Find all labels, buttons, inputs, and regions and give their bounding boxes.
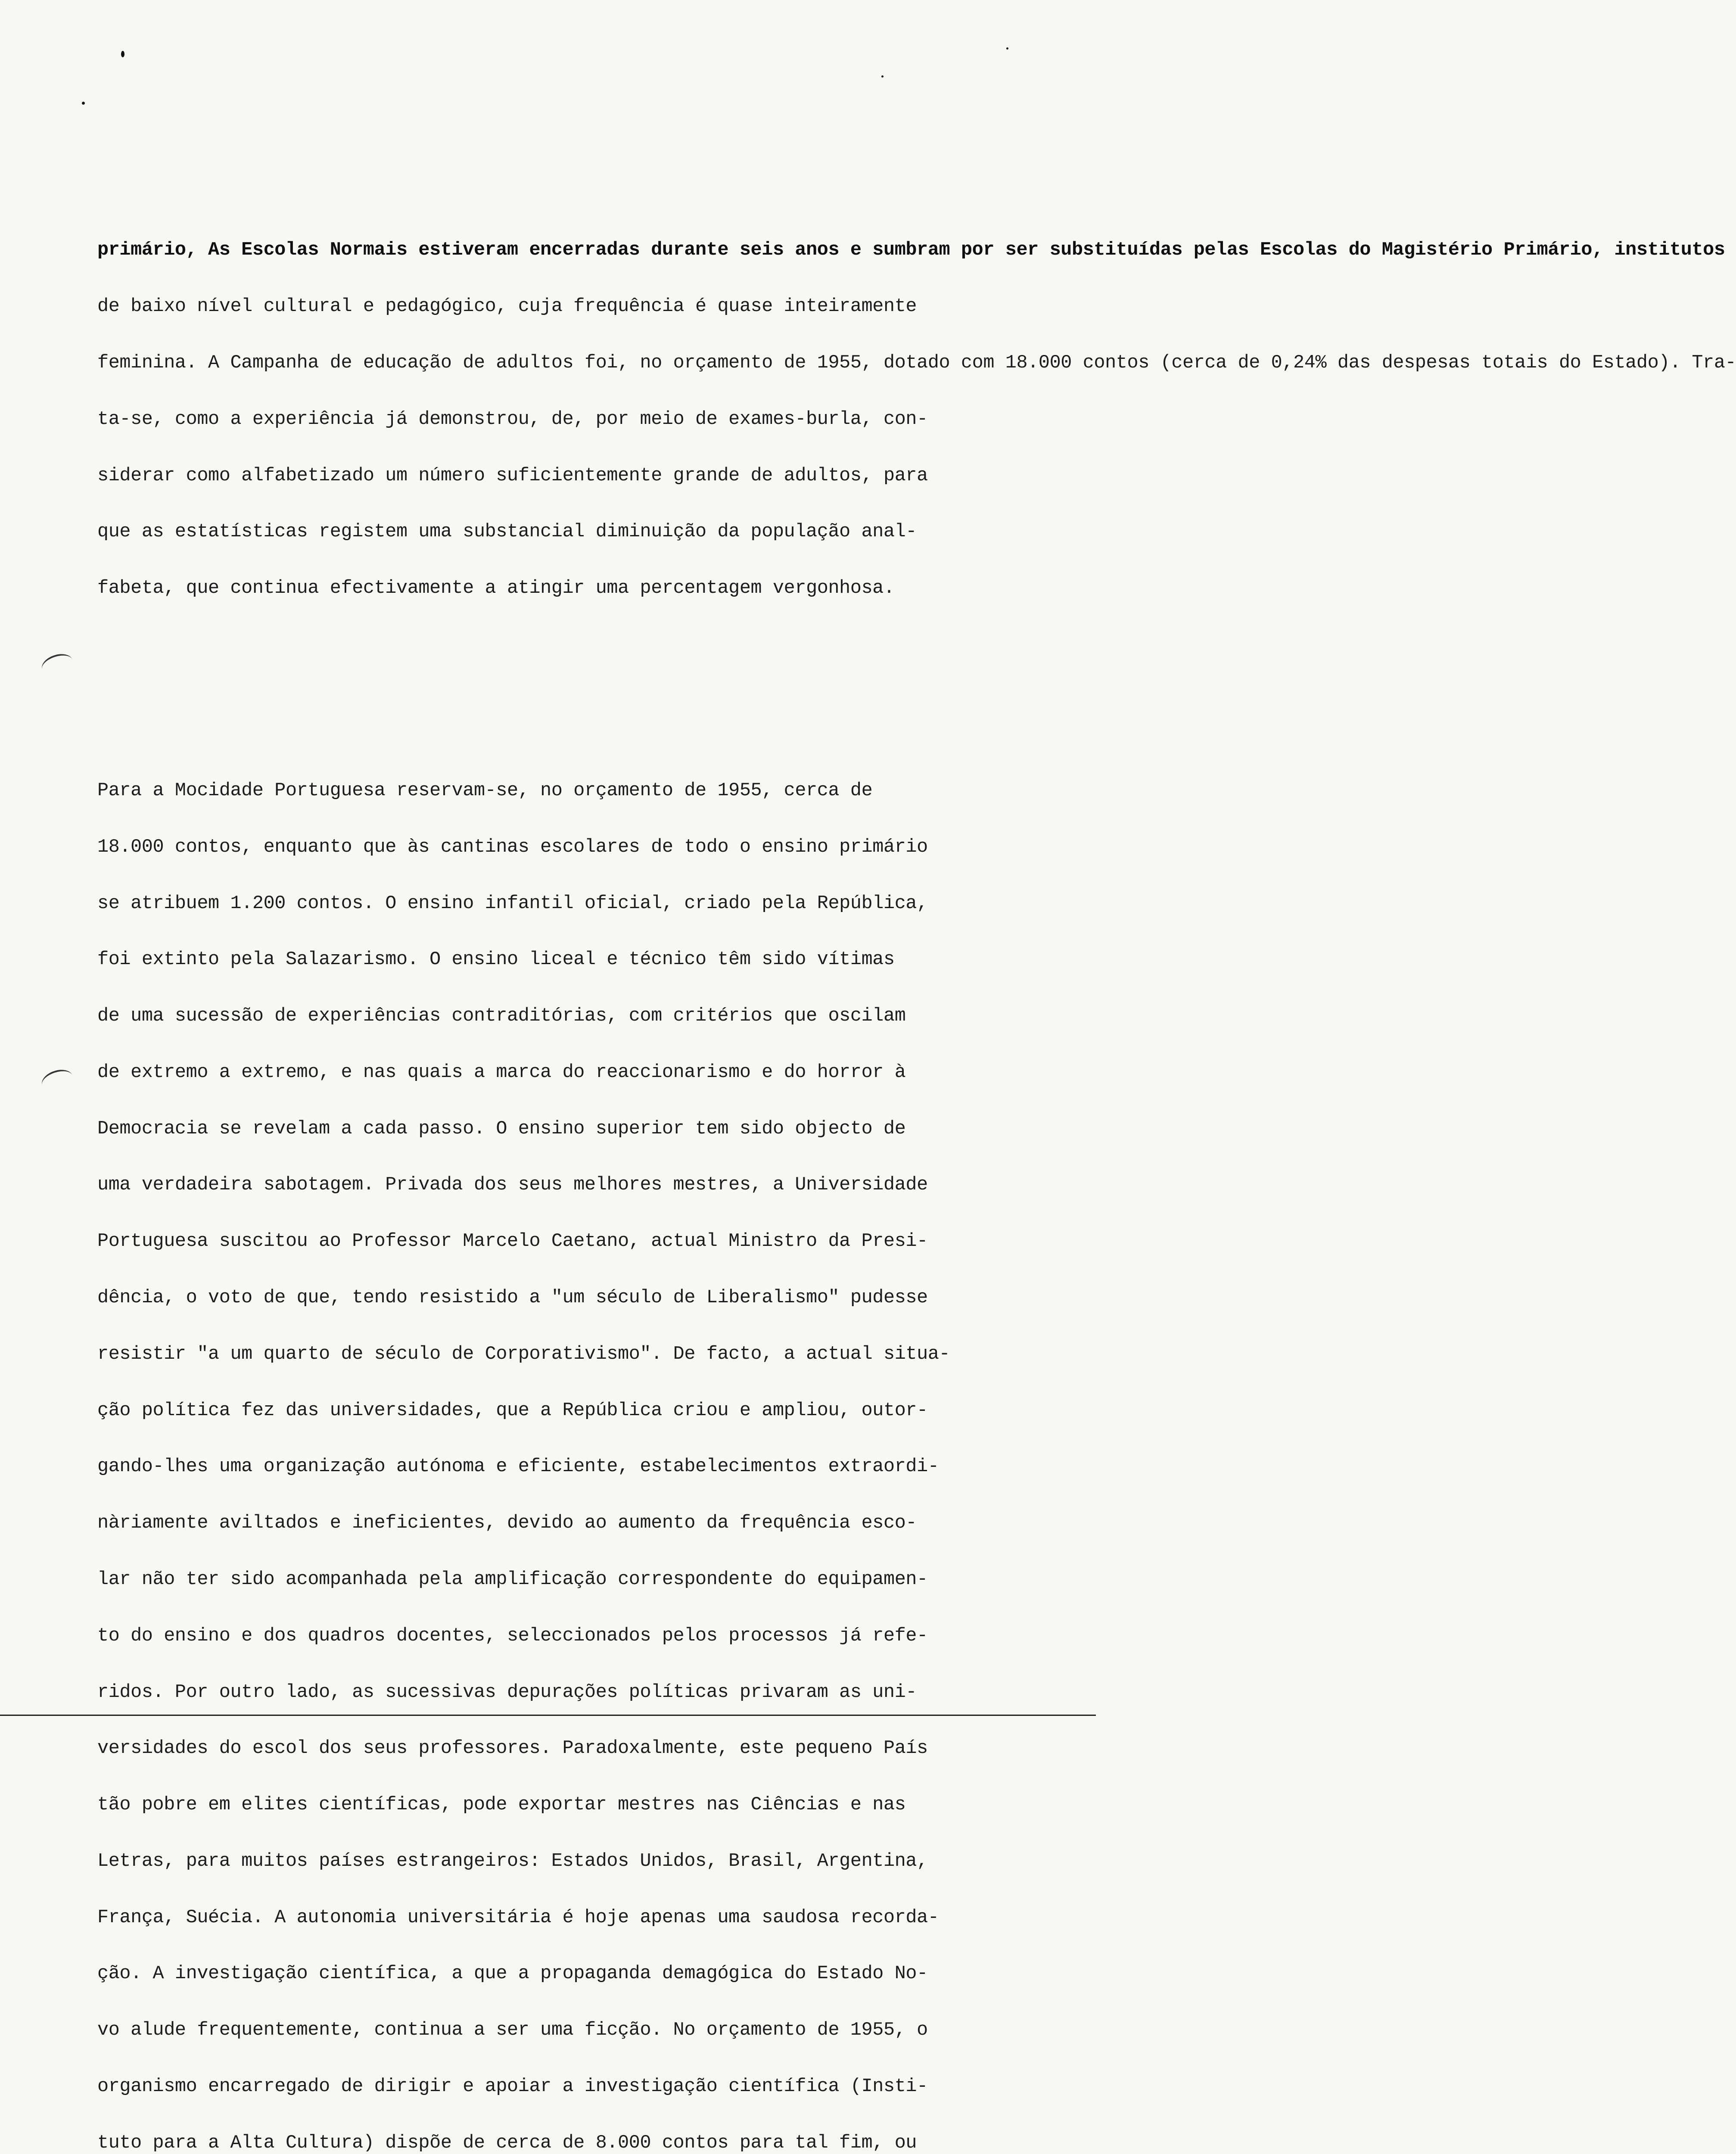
ink-speck <box>82 102 85 105</box>
text-line: Democracia se revelam a cada passo. O ensino superior tem sido objecto de <box>97 1118 906 1139</box>
text-line: resistir "a um quarto de século de Corporativismo". De facto, a actual situa- <box>97 1343 950 1365</box>
ink-speck <box>121 51 124 57</box>
text-line: uma verdadeira sabotagem. Privada dos seus melhores mestres, a Universidade <box>97 1174 928 1196</box>
text-line: tuto para a Alta Cultura) dispõe de cerca de 8.000 contos para tal fim, ou <box>97 2132 917 2154</box>
text-line: vo alude frequentemente, continua a ser uma ficção. No orçamento de 1955, o <box>97 2020 928 2041</box>
text-line: lar não ter sido acompanhada pela amplificação correspondente do equipamen- <box>97 1569 928 1590</box>
paragraph-1 <box>97 203 1736 635</box>
text-line: ridos. Por outro lado, as sucessivas depurações políticas privaram as uni- <box>97 1681 917 1703</box>
typed-text-body <box>97 166 1736 2154</box>
text-line: to do ensino e dos quadros docentes, seleccionados pelos processos já refe- <box>97 1625 928 1647</box>
text-line: França, Suécia. A autonomia universitária é hoje apenas uma saudosa recorda- <box>97 1907 939 1928</box>
text-line: siderar como alfabetizado um número suficientemente grande de adultos, para <box>97 465 928 486</box>
text-line: Para a Mocidade Portuguesa reservam-se, no orçamento de 1955, cerca de <box>97 780 873 801</box>
text-line: que as estatísticas registem uma substancial diminuição da população anal- <box>97 521 917 543</box>
text-line: primário, As Escolas Normais estiveram encerradas durante seis anos e sumbram por ser substituídas pelas Escolas do Magistério Primário, institutos <box>97 240 1725 261</box>
punch-hole-mark <box>39 1066 76 1095</box>
text-line: feminina. A Campanha de educação de adultos foi, no orçamento de 1955, dotado com 18.000 contos (cerca de 0,24% das despesas totais do Estado). Tra- <box>97 352 1736 374</box>
paragraph-gap <box>97 673 1084 688</box>
text-line: de baixo nível cultural e pedagógico, cuja frequência é quase inteiramente <box>97 296 917 317</box>
paragraph-2 <box>97 744 1084 2154</box>
text-line: ção política fez das universidades, que a República criou e ampliou, outor- <box>97 1400 928 1421</box>
text-line: foi extinto pela Salazarismo. O ensino liceal e técnico têm sido vítimas <box>97 949 895 971</box>
text-line: Portuguesa suscitou ao Professor Marcelo Caetano, actual Ministro da Presi- <box>97 1231 928 1252</box>
ink-speck <box>1006 47 1008 50</box>
text-line: fabeta, que continua efectivamente a atingir uma percentagem vergonhosa. <box>97 578 895 599</box>
text-line: versidades do escol dos seus professores. Paradoxalmente, este pequeno País <box>97 1738 928 1759</box>
punch-hole-mark <box>39 651 76 679</box>
ink-speck <box>881 75 884 78</box>
text-line: 18.000 contos, enquanto que às cantinas escolares de todo o ensino primário <box>97 836 928 858</box>
text-line: de uma sucessão de experiências contraditórias, com critérios que oscilam <box>97 1005 906 1027</box>
text-line: gando-lhes uma organização autónoma e eficiente, estabelecimentos extraordi- <box>97 1456 939 1478</box>
text-line: organismo encarregado de dirigir e apoiar a investigação científica (Insti- <box>97 2076 928 2097</box>
text-line: tão pobre em elites científicas, pode exportar mestres nas Ciências e nas <box>97 1794 906 1816</box>
text-line: ção. A investigação científica, a que a propaganda demagógica do Estado No- <box>97 1963 928 1985</box>
text-line: nàriamente aviltados e ineficientes, devido ao aumento da frequência esco- <box>97 1513 917 1534</box>
text-line: Letras, para muitos países estrangeiros: Estados Unidos, Brasil, Argentina, <box>97 1850 928 1872</box>
text-line: se atribuem 1.200 contos. O ensino infantil oficial, criado pela República, <box>97 893 928 914</box>
bottom-scan-edge-line <box>0 1715 1096 1716</box>
text-line: de extremo a extremo, e nas quais a marca do reaccionarismo e do horror à <box>97 1061 906 1083</box>
text-line: dência, o voto de que, tendo resistido a "um século de Liberalismo" pudesse <box>97 1287 928 1309</box>
text-line: ta-se, como a experiência já demonstrou, de, por meio de exames-burla, con- <box>97 408 928 430</box>
